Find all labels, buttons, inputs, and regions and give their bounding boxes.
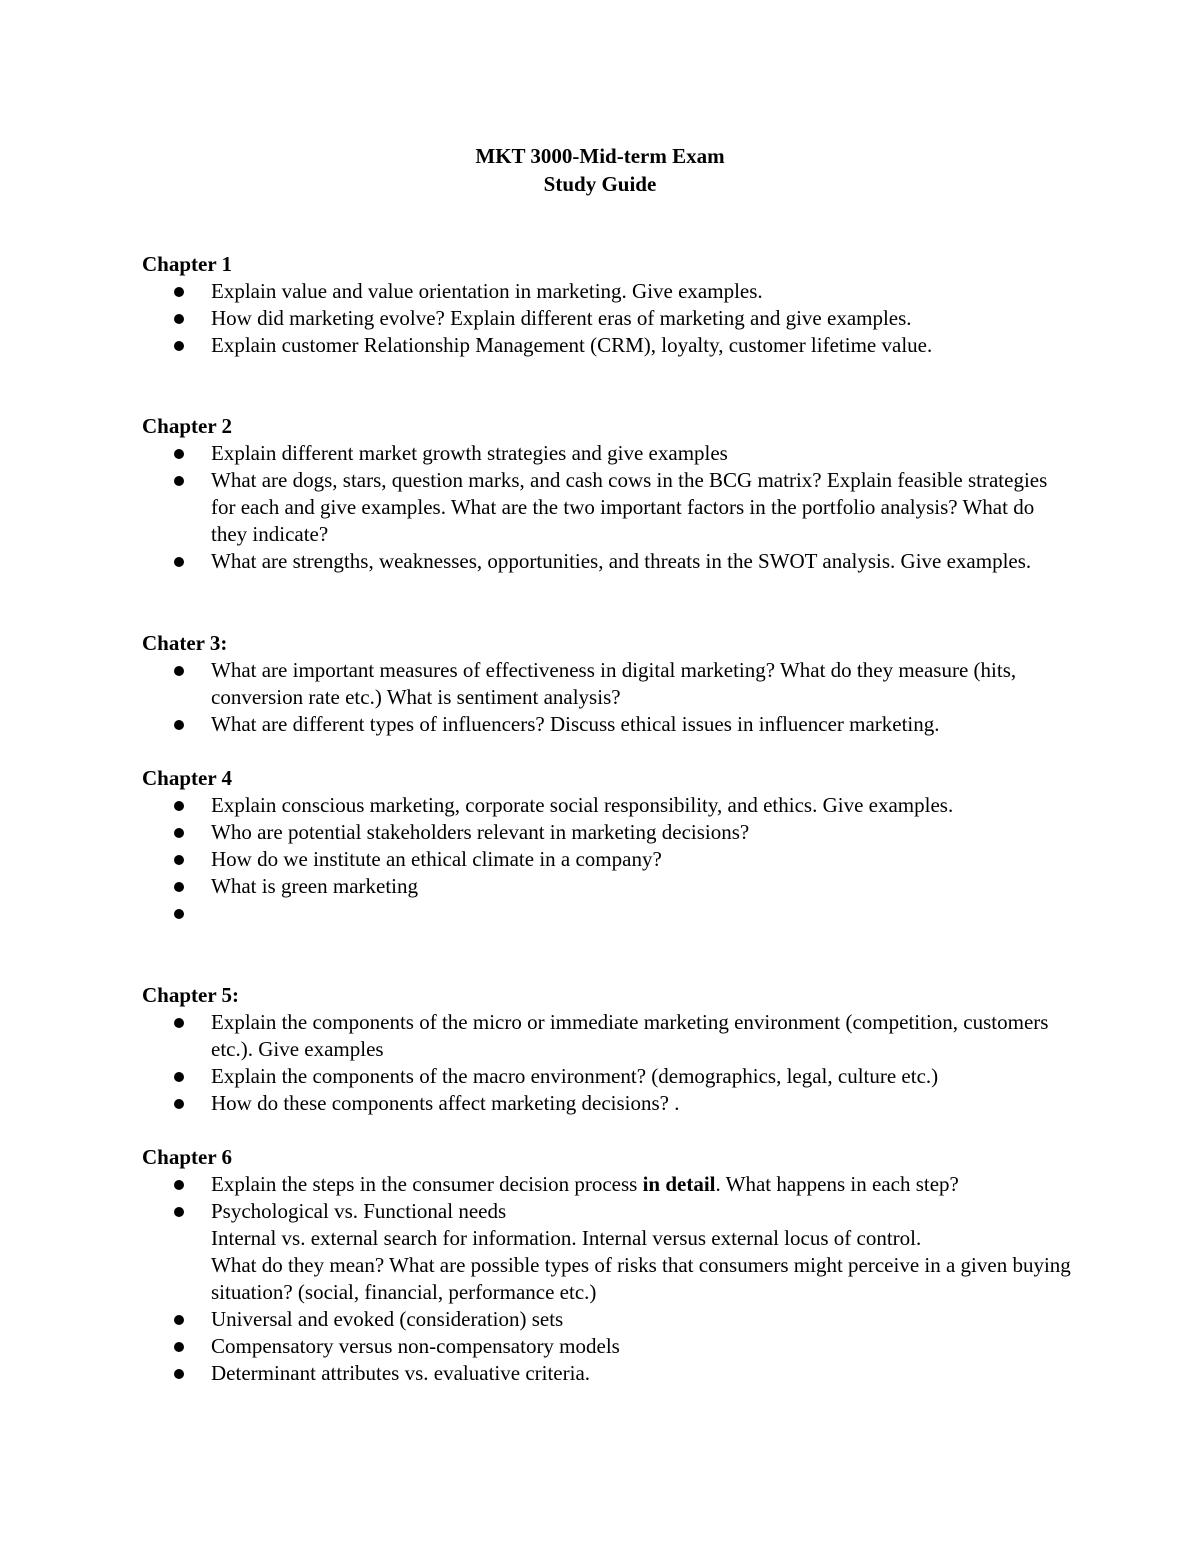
document-subtitle: Study Guide bbox=[543, 172, 657, 196]
list-item-text: How did marketing evolve? Explain different eras of marketing and give examples. bbox=[211, 306, 912, 330]
chapter-heading: Chapter 6 bbox=[142, 1145, 233, 1169]
bullet-icon bbox=[174, 828, 184, 838]
list-item bbox=[142, 440, 1072, 467]
list-item-text-end: . What happens in each step? bbox=[715, 1172, 959, 1196]
chapter-3-section bbox=[142, 630, 1072, 738]
list-item-text: Explain the components of the micro or immediate marketing environment (competition, customers etc.). Give examples bbox=[211, 1010, 1049, 1061]
chapter-6-section bbox=[142, 1144, 1072, 1387]
bullet-icon bbox=[174, 1072, 184, 1082]
list-item bbox=[142, 305, 1072, 332]
bullet-icon bbox=[174, 1099, 184, 1109]
chapter-heading: Chapter 4 bbox=[142, 766, 233, 790]
list-item-line: Psychological vs. Functional needs bbox=[211, 1199, 507, 1223]
list-item-text: What is green marketing bbox=[211, 874, 419, 898]
list-item bbox=[142, 657, 1072, 711]
bullet-icon bbox=[174, 287, 184, 297]
chapter-heading: Chapter 5: bbox=[142, 983, 240, 1007]
bullet-icon bbox=[174, 449, 184, 459]
chapter-4-section bbox=[142, 765, 1072, 927]
bullet-icon bbox=[174, 1018, 184, 1028]
bullet-icon bbox=[174, 557, 184, 567]
list-item-text: Universal and evoked (consideration) sets bbox=[211, 1307, 564, 1331]
bullet-icon bbox=[174, 855, 184, 865]
bullet-icon bbox=[174, 341, 184, 351]
list-item bbox=[142, 1009, 1072, 1063]
list-item-text: Explain value and value orientation in marketing. Give examples. bbox=[211, 279, 763, 303]
list-item-text: How do we institute an ethical climate in a company? bbox=[211, 847, 662, 871]
continuation-line: What do they mean? What are possible types of risks that consumers might perceive in a given buying situation? (social, financial, performance etc.) bbox=[211, 1253, 1071, 1304]
list-item bbox=[142, 332, 1072, 359]
list-item bbox=[142, 1360, 1072, 1387]
list-item bbox=[142, 711, 1072, 738]
bullet-icon bbox=[174, 720, 184, 730]
list-item-text-start: Explain the steps in the consumer decision process bbox=[211, 1172, 643, 1196]
bullet-icon bbox=[174, 1369, 184, 1379]
bullet-icon bbox=[174, 314, 184, 324]
list-item bbox=[142, 1090, 1072, 1117]
list-item-text: Explain the components of the macro environment? (demographics, legal, culture etc.) bbox=[211, 1064, 939, 1088]
bullet-icon bbox=[174, 1315, 184, 1325]
list-item-text: Explain different market growth strategies and give examples bbox=[211, 441, 728, 465]
list-item bbox=[142, 873, 1072, 900]
list-item bbox=[142, 467, 1072, 548]
list-item bbox=[142, 1306, 1072, 1333]
list-item-text: What are strengths, weaknesses, opportunities, and threats in the SWOT analysis. Give examples. bbox=[211, 549, 1032, 573]
list-item-text: How do these components affect marketing decisions? . bbox=[211, 1091, 680, 1115]
bullet-icon bbox=[174, 801, 184, 811]
list-item-text bbox=[211, 1199, 1071, 1304]
bullet-icon bbox=[174, 476, 184, 486]
emphasis-text: in detail bbox=[642, 1172, 716, 1196]
chapter-heading: Chater 3: bbox=[142, 631, 228, 655]
list-item bbox=[142, 1198, 1072, 1306]
list-item-text bbox=[211, 1172, 959, 1196]
chapter-heading: Chapter 1 bbox=[142, 252, 233, 276]
list-item bbox=[142, 819, 1072, 846]
bullet-icon bbox=[174, 1342, 184, 1352]
list-item bbox=[142, 1171, 1072, 1198]
list-item-text: What are dogs, stars, question marks, and cash cows in the BCG matrix? Explain feasible strategies for each and give examples. What are the two important factors in the portfolio analysis? What do they indicate? bbox=[211, 468, 1048, 546]
chapter-3-list bbox=[142, 657, 1072, 738]
chapter-1-list bbox=[142, 278, 1072, 359]
list-item-text: Determinant attributes vs. evaluative criteria. bbox=[211, 1361, 591, 1385]
list-item bbox=[142, 1063, 1072, 1090]
list-item bbox=[142, 846, 1072, 873]
bullet-icon bbox=[174, 1180, 184, 1190]
list-item bbox=[142, 792, 1072, 819]
list-item-text: Who are potential stakeholders relevant in marketing decisions? bbox=[211, 820, 750, 844]
chapter-5-list bbox=[142, 1009, 1072, 1117]
list-item-text: Explain conscious marketing, corporate social responsibility, and ethics. Give examples. bbox=[211, 793, 954, 817]
chapter-heading: Chapter 2 bbox=[142, 414, 233, 438]
list-item-text: Explain customer Relationship Management (CRM), loyalty, customer lifetime value. bbox=[211, 333, 933, 357]
chapter-2-list bbox=[142, 440, 1072, 575]
chapter-1-section bbox=[142, 251, 1072, 359]
list-item-text: What are important measures of effectiveness in digital marketing? What do they measure (hits, conversion rate etc.) What is sentiment analysis? bbox=[211, 658, 1017, 709]
bullet-icon bbox=[174, 909, 184, 919]
document-title: MKT 3000-Mid-term Exam bbox=[475, 144, 725, 168]
list-item-text: What are different types of influencers? Discuss ethical issues in influencer marketing. bbox=[211, 712, 940, 736]
list-item bbox=[142, 900, 1072, 927]
list-item bbox=[142, 278, 1072, 305]
bullet-icon bbox=[174, 882, 184, 892]
continuation-line: Internal vs. external search for information. Internal versus external locus of control. bbox=[211, 1226, 922, 1250]
chapter-5-section bbox=[142, 982, 1072, 1117]
title-block bbox=[0, 143, 1200, 199]
chapter-4-list bbox=[142, 792, 1072, 927]
bullet-icon bbox=[174, 1207, 184, 1217]
list-item-text: Compensatory versus non-compensatory models bbox=[211, 1334, 620, 1358]
chapter-2-section bbox=[142, 413, 1072, 575]
chapter-6-list bbox=[142, 1171, 1072, 1387]
bullet-icon bbox=[174, 666, 184, 676]
list-item bbox=[142, 1333, 1072, 1360]
list-item bbox=[142, 548, 1072, 575]
